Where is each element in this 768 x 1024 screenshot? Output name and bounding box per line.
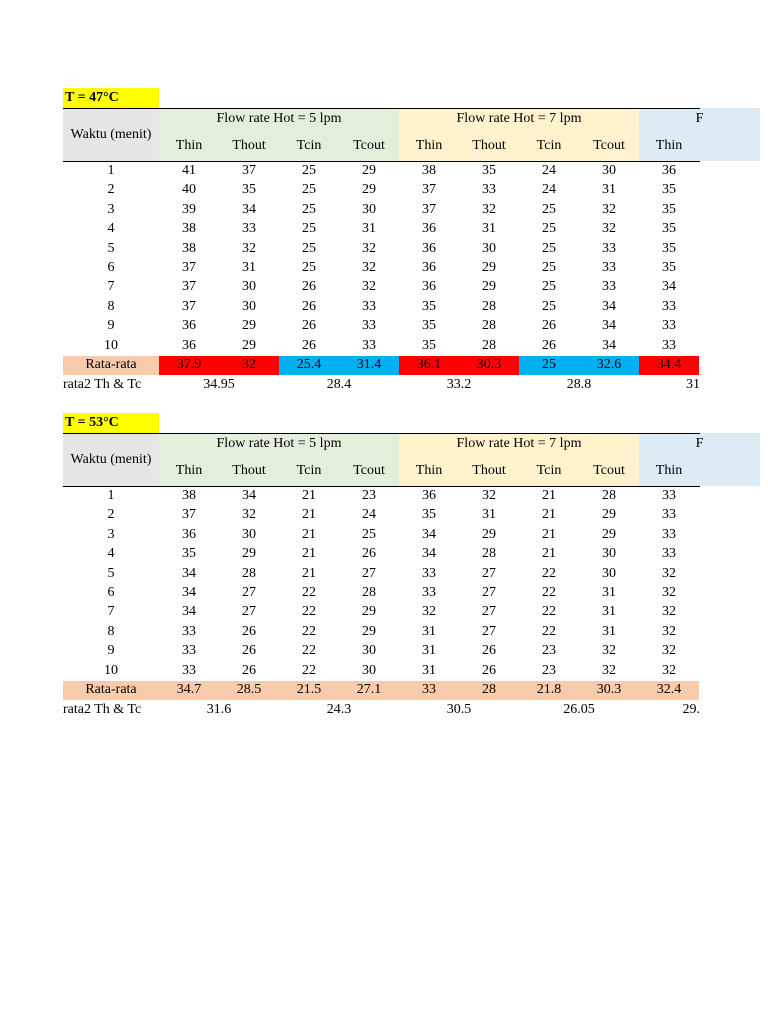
data-cell: 23 (542, 643, 556, 659)
average-cell: 21.5 (279, 681, 339, 700)
data-cell: 23 (542, 662, 556, 678)
data-cell: 32 (662, 623, 676, 639)
data-cell: 30 (602, 162, 616, 178)
group-header: Flow rate Hot = 7 lpm (399, 108, 639, 130)
data-cell: 25 (542, 240, 556, 256)
data-cell: 26 (482, 643, 496, 659)
data-cell: 27 (482, 584, 496, 600)
summary-cell: 24.3 (326, 701, 352, 717)
data-cell: 24 (542, 182, 556, 198)
data-cell: 37 (242, 162, 256, 178)
data-cell: 21 (302, 546, 316, 562)
data-cell: 28 (602, 487, 616, 503)
table-row (0, 239, 768, 258)
data-cell: 36 (422, 240, 436, 256)
data-cell: 33 (662, 507, 676, 523)
average-row (0, 681, 768, 700)
data-cell: 32 (662, 604, 676, 620)
row-time-cell: 8 (107, 623, 115, 639)
data-cell: 26 (242, 643, 256, 659)
header-fill (699, 455, 760, 486)
data-cell: 33 (422, 565, 436, 581)
row-time-cell: 6 (107, 259, 115, 275)
column-header: Thin (159, 130, 219, 161)
row-time-cell: 4 (107, 221, 115, 237)
data-cell: 34 (182, 584, 196, 600)
data-cell: 29 (482, 279, 496, 295)
data-cell: 38 (182, 221, 196, 237)
data-cell: 37 (422, 201, 436, 217)
average-cell: 33 (399, 681, 459, 700)
data-cell: 35 (422, 337, 436, 353)
row-time-cell: 4 (107, 546, 115, 562)
data-cell: 34 (662, 279, 676, 295)
row-time-cell: 6 (107, 584, 115, 600)
data-cell: 21 (302, 565, 316, 581)
summary-row (0, 375, 768, 394)
data-cell: 25 (302, 182, 316, 198)
data-cell: 35 (422, 298, 436, 314)
data-cell: 35 (662, 182, 676, 198)
header-fill (699, 130, 760, 161)
data-cell: 36 (422, 221, 436, 237)
data-cell: 26 (302, 298, 316, 314)
table-row (0, 486, 768, 505)
average-cell: 32 (219, 356, 279, 375)
data-cell: 30 (242, 526, 256, 542)
table-row (0, 603, 768, 622)
data-cell: 33 (602, 240, 616, 256)
data-cell: 33 (182, 662, 196, 678)
data-cell: 31 (422, 643, 436, 659)
data-cell: 22 (542, 604, 556, 620)
data-cell: 35 (662, 240, 676, 256)
data-cell: 29 (362, 182, 376, 198)
data-cell: 29 (242, 337, 256, 353)
data-cell: 36 (422, 259, 436, 275)
row-time-cell: 3 (107, 526, 115, 542)
data-cell: 30 (242, 279, 256, 295)
data-cell: 33 (662, 318, 676, 334)
table-row (0, 544, 768, 563)
group-header: Flow rate Hot = 7 lpm (399, 433, 639, 455)
column-header: Thin (159, 455, 219, 486)
data-cell: 29 (242, 546, 256, 562)
data-cell: 34 (422, 546, 436, 562)
column-header: Thout (459, 130, 519, 161)
average-cell: 32.4 (639, 681, 699, 700)
column-header: Thin (639, 455, 699, 486)
data-cell: 26 (242, 662, 256, 678)
row-time-cell: 2 (107, 507, 115, 523)
data-cell: 29 (362, 604, 376, 620)
data-cell: 25 (542, 259, 556, 275)
row-time-cell: 5 (107, 565, 115, 581)
data-cell: 30 (482, 240, 496, 256)
row-time-cell: 10 (104, 662, 118, 678)
data-cell: 22 (542, 623, 556, 639)
table-block-53c (0, 413, 768, 723)
column-header: Thin (399, 130, 459, 161)
average-cell: 34.4 (639, 356, 699, 375)
data-cell: 31 (482, 221, 496, 237)
group-header: Flow rate Hot = 5 lpm (159, 433, 399, 455)
data-cell: 33 (602, 259, 616, 275)
data-cell: 32 (362, 279, 376, 295)
summary-cell: 34.95 (203, 376, 235, 392)
data-cell: 30 (602, 565, 616, 581)
data-cell: 22 (302, 643, 316, 659)
data-cell: 32 (662, 643, 676, 659)
data-cell: 31 (602, 623, 616, 639)
data-cell: 33 (662, 487, 676, 503)
row-time-cell: 1 (107, 162, 115, 178)
data-cell: 32 (662, 662, 676, 678)
data-cell: 33 (602, 279, 616, 295)
data-cell: 25 (302, 240, 316, 256)
average-cell: 28 (459, 681, 519, 700)
data-cell: 27 (482, 604, 496, 620)
average-cell: 34.7 (159, 681, 219, 700)
average-cell: 36.1 (399, 356, 459, 375)
data-cell: 34 (242, 201, 256, 217)
data-cell: 32 (602, 221, 616, 237)
data-cell: 32 (422, 604, 436, 620)
data-cell: 37 (182, 259, 196, 275)
average-cell: 30.3 (459, 356, 519, 375)
row-time-cell: 7 (107, 279, 115, 295)
column-header: Tcin (519, 130, 579, 161)
data-cell: 22 (302, 604, 316, 620)
summary-cell: 26.05 (563, 701, 595, 717)
table-row (0, 219, 768, 238)
average-row (0, 356, 768, 375)
average-cell: 37.9 (159, 356, 219, 375)
data-cell: 37 (182, 298, 196, 314)
data-cell: 25 (362, 526, 376, 542)
data-cell: 35 (422, 507, 436, 523)
data-cell: 26 (482, 662, 496, 678)
data-cell: 32 (602, 201, 616, 217)
data-cell: 28 (482, 298, 496, 314)
data-cell: 31 (602, 604, 616, 620)
data-cell: 32 (482, 487, 496, 503)
data-cell: 35 (662, 201, 676, 217)
data-cell: 33 (362, 298, 376, 314)
data-cell: 21 (542, 487, 556, 503)
column-header: Tcout (579, 130, 639, 161)
data-cell: 28 (482, 546, 496, 562)
data-cell: 28 (362, 584, 376, 600)
summary-label: rata2 Th & Tc (63, 701, 142, 717)
average-cell: 31.4 (339, 356, 399, 375)
data-cell: 26 (242, 623, 256, 639)
data-cell: 32 (242, 507, 256, 523)
data-cell: 25 (542, 298, 556, 314)
data-cell: 26 (302, 337, 316, 353)
table-row (0, 505, 768, 524)
column-header: Thin (399, 455, 459, 486)
data-cell: 21 (302, 487, 316, 503)
data-cell: 35 (662, 221, 676, 237)
data-cell: 38 (422, 162, 436, 178)
data-cell: 36 (422, 487, 436, 503)
data-cell: 24 (362, 507, 376, 523)
data-cell: 25 (302, 201, 316, 217)
data-cell: 33 (182, 623, 196, 639)
average-cell: 27.1 (339, 681, 399, 700)
data-cell: 25 (302, 259, 316, 275)
data-cell: 36 (662, 162, 676, 178)
column-header: Tcout (579, 455, 639, 486)
data-cell: 31 (602, 584, 616, 600)
data-cell: 36 (182, 526, 196, 542)
data-cell: 34 (182, 565, 196, 581)
data-cell: 32 (362, 240, 376, 256)
divider (63, 433, 700, 434)
average-cell: 21.8 (519, 681, 579, 700)
average-cell: 28.5 (219, 681, 279, 700)
average-label: Rata-rata (63, 681, 159, 700)
column-header: Tcin (279, 130, 339, 161)
data-cell: 32 (662, 565, 676, 581)
data-cell: 36 (422, 279, 436, 295)
summary-cell: 30.5 (446, 701, 472, 717)
data-cell: 33 (422, 584, 436, 600)
data-cell: 31 (422, 623, 436, 639)
summary-cell: 31 (686, 376, 700, 392)
data-cell: 22 (302, 662, 316, 678)
waktu-header: Waktu (menit) (63, 108, 159, 161)
summary-row (0, 700, 768, 719)
data-cell: 26 (302, 318, 316, 334)
data-cell: 27 (482, 623, 496, 639)
table-row (0, 525, 768, 544)
data-cell: 22 (302, 623, 316, 639)
waktu-header: Waktu (menit) (63, 433, 159, 486)
data-cell: 25 (302, 221, 316, 237)
row-time-cell: 3 (107, 201, 115, 217)
data-cell: 25 (542, 201, 556, 217)
table-block-47c (0, 88, 768, 398)
row-time-cell: 1 (107, 487, 115, 503)
data-cell: 35 (662, 259, 676, 275)
data-cell: 29 (602, 507, 616, 523)
data-cell: 21 (542, 507, 556, 523)
data-cell: 34 (422, 526, 436, 542)
data-cell: 35 (242, 182, 256, 198)
row-time-cell: 10 (104, 337, 118, 353)
data-cell: 32 (242, 240, 256, 256)
row-time-cell: 9 (107, 318, 115, 334)
table-row (0, 642, 768, 661)
column-header: Thout (459, 455, 519, 486)
data-cell: 32 (602, 643, 616, 659)
row-time-cell: 7 (107, 604, 115, 620)
column-header: Tcin (279, 455, 339, 486)
data-cell: 25 (302, 162, 316, 178)
table-row (0, 297, 768, 316)
data-cell: 33 (362, 337, 376, 353)
row-time-cell: 2 (107, 182, 115, 198)
data-cell: 33 (482, 182, 496, 198)
column-header: Thin (639, 130, 699, 161)
data-cell: 27 (482, 565, 496, 581)
column-header: Tcout (339, 130, 399, 161)
data-cell: 31 (362, 221, 376, 237)
summary-cell: 33.2 (446, 376, 472, 392)
data-cell: 33 (662, 546, 676, 562)
data-cell: 29 (482, 259, 496, 275)
data-cell: 36 (182, 337, 196, 353)
data-cell: 31 (482, 507, 496, 523)
data-cell: 28 (482, 337, 496, 353)
data-cell: 30 (602, 546, 616, 562)
data-cell: 32 (662, 584, 676, 600)
data-cell: 23 (362, 487, 376, 503)
temperature-label: T = 47°C (63, 88, 159, 108)
data-cell: 38 (182, 487, 196, 503)
data-cell: 26 (302, 279, 316, 295)
summary-label: rata2 Th & Tc (63, 376, 142, 392)
divider (63, 108, 700, 109)
data-cell: 28 (482, 318, 496, 334)
average-cell: 30.3 (579, 681, 639, 700)
table-row (0, 200, 768, 219)
row-time-cell: 5 (107, 240, 115, 256)
group-header: Flow rate Hot = 5 lpm (159, 108, 399, 130)
table-row (0, 317, 768, 336)
data-cell: 22 (542, 565, 556, 581)
data-cell: 29 (602, 526, 616, 542)
table-row (0, 180, 768, 199)
data-cell: 30 (362, 201, 376, 217)
row-time-cell: 8 (107, 298, 115, 314)
average-cell: 32.6 (579, 356, 639, 375)
data-cell: 34 (602, 298, 616, 314)
column-header: Thout (219, 130, 279, 161)
summary-cell: 28.4 (326, 376, 352, 392)
data-cell: 35 (182, 546, 196, 562)
table-row (0, 161, 768, 180)
data-cell: 21 (302, 507, 316, 523)
data-cell: 26 (542, 337, 556, 353)
data-cell: 31 (422, 662, 436, 678)
table-row (0, 622, 768, 641)
data-cell: 35 (422, 318, 436, 334)
data-cell: 38 (182, 240, 196, 256)
data-cell: 33 (362, 318, 376, 334)
data-cell: 26 (542, 318, 556, 334)
column-header: Tcout (339, 455, 399, 486)
data-cell: 37 (182, 507, 196, 523)
data-cell: 34 (182, 604, 196, 620)
data-cell: 33 (662, 337, 676, 353)
data-cell: 22 (302, 584, 316, 600)
data-cell: 30 (242, 298, 256, 314)
data-cell: 28 (242, 565, 256, 581)
data-cell: 29 (242, 318, 256, 334)
data-cell: 31 (602, 182, 616, 198)
table-row (0, 258, 768, 277)
data-cell: 25 (542, 279, 556, 295)
data-cell: 30 (362, 662, 376, 678)
data-cell: 32 (362, 259, 376, 275)
table-row (0, 564, 768, 583)
table-row (0, 278, 768, 297)
data-cell: 33 (662, 526, 676, 542)
data-cell: 25 (542, 221, 556, 237)
data-cell: 27 (242, 584, 256, 600)
data-cell: 36 (182, 318, 196, 334)
data-cell: 27 (242, 604, 256, 620)
data-cell: 34 (602, 318, 616, 334)
data-cell: 41 (182, 162, 196, 178)
summary-cell: 28.8 (566, 376, 592, 392)
data-cell: 21 (542, 526, 556, 542)
data-cell: 31 (242, 259, 256, 275)
data-cell: 22 (542, 584, 556, 600)
average-cell: 25.4 (279, 356, 339, 375)
data-cell: 39 (182, 201, 196, 217)
data-cell: 33 (662, 298, 676, 314)
group-header: F (639, 108, 760, 130)
table-row (0, 661, 768, 680)
table-row (0, 336, 768, 355)
data-cell: 27 (362, 565, 376, 581)
summary-cell: 29. (682, 701, 700, 717)
summary-cell: 31.6 (206, 701, 232, 717)
data-cell: 21 (542, 546, 556, 562)
data-cell: 37 (422, 182, 436, 198)
data-cell: 32 (482, 201, 496, 217)
data-cell: 29 (362, 623, 376, 639)
data-cell: 32 (602, 662, 616, 678)
data-cell: 26 (362, 546, 376, 562)
column-header: Thout (219, 455, 279, 486)
row-time-cell: 9 (107, 643, 115, 659)
average-cell: 25 (519, 356, 579, 375)
data-cell: 33 (242, 221, 256, 237)
average-label: Rata-rata (63, 356, 159, 375)
data-cell: 30 (362, 643, 376, 659)
data-cell: 35 (482, 162, 496, 178)
group-header: F (639, 433, 760, 455)
table-row (0, 583, 768, 602)
data-cell: 29 (482, 526, 496, 542)
data-cell: 40 (182, 182, 196, 198)
data-cell: 24 (542, 162, 556, 178)
data-cell: 33 (182, 643, 196, 659)
data-cell: 34 (242, 487, 256, 503)
data-cell: 37 (182, 279, 196, 295)
temperature-label: T = 53°C (63, 413, 159, 433)
column-header: Tcin (519, 455, 579, 486)
data-cell: 34 (602, 337, 616, 353)
data-cell: 29 (362, 162, 376, 178)
data-cell: 21 (302, 526, 316, 542)
